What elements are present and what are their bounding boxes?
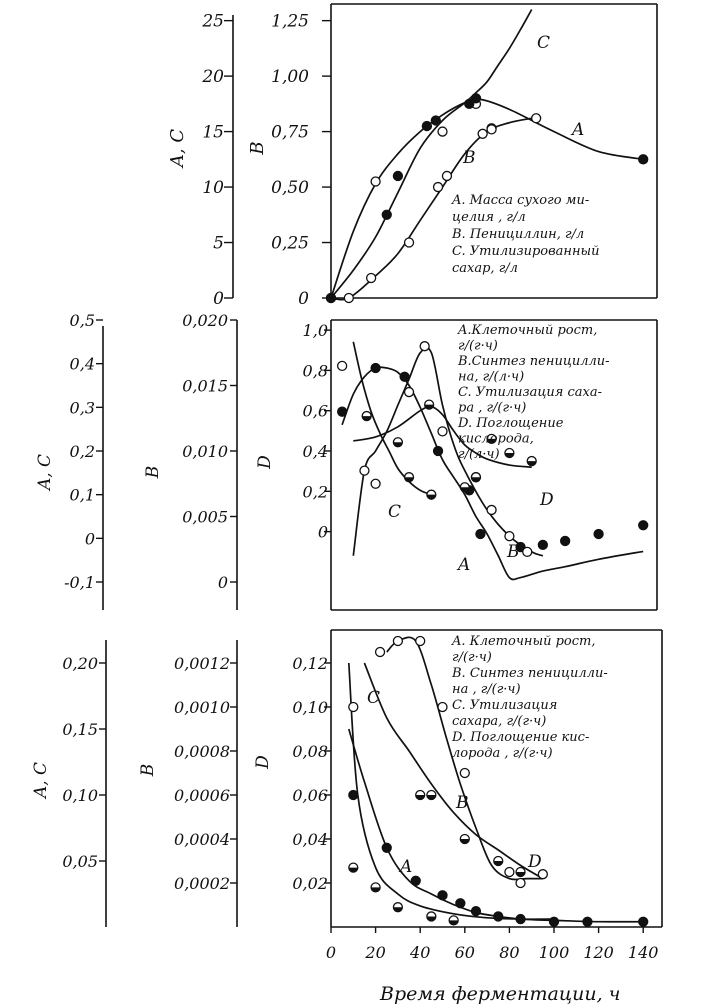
panel-top: [167, 4, 657, 309]
mid-middle-tick-label: 0,020: [182, 311, 228, 330]
mid-legend-line: на, г/(л·ч): [458, 369, 525, 385]
mid-series-A-point: [538, 540, 547, 549]
mid-series-A-label: A: [458, 555, 471, 575]
mid-series-C-point: [405, 473, 414, 482]
bot-left-tick-label: 0,20: [62, 654, 98, 673]
bot-series-A-point: [583, 917, 592, 926]
bot-series-A-point: [382, 843, 391, 852]
mid-series-B-point: [438, 427, 447, 436]
top-legend: [451, 193, 600, 276]
bot-series-B-point: [494, 857, 503, 866]
panel-middle: [35, 311, 657, 610]
top-series-A-label: A: [572, 120, 585, 140]
bot-series-D-point: [460, 769, 469, 778]
bot-series-A-point: [494, 912, 503, 921]
mid-series-C-point: [427, 490, 436, 499]
bot-left-tick-label: 0,10: [62, 786, 98, 805]
x-tick-label: 100: [538, 943, 570, 962]
top-right-tick-label: 0: [298, 289, 309, 309]
mid-series-B-point: [487, 505, 496, 514]
mid-series-B-point: [371, 479, 380, 488]
mid-right-tick-label: 0,8: [302, 361, 328, 381]
bot-series-A-point: [438, 891, 447, 900]
bot-legend-line: г/(г·ч): [452, 650, 492, 665]
mid-legend-line: кислорода,: [458, 431, 534, 447]
bot-middle-tick-label: 0,0008: [174, 742, 230, 761]
top-series-C-point: [639, 155, 648, 164]
x-tick-label: 0: [325, 943, 337, 962]
mid-legend-line: B.Синтез пеницилли-: [458, 354, 610, 369]
bot-series-C-point: [371, 883, 380, 892]
mid-left-tick-label: 0: [84, 529, 95, 549]
mid-right-tick-label: 0: [317, 522, 328, 542]
mid-middle-tick-label: 0,010: [182, 442, 228, 461]
bot-middle-tick-label: 0,0002: [174, 874, 230, 893]
bot-series-D-point: [438, 703, 447, 712]
bot-series-A-point: [639, 917, 648, 926]
mid-middle-tick-label: 0,005: [182, 507, 228, 527]
bot-series-A-point: [516, 915, 525, 924]
bot-legend-line: A. Клеточный рост,: [452, 634, 596, 649]
top-series-C-point: [471, 94, 480, 103]
top-legend-line: целия , г/л: [452, 210, 526, 225]
top-right-tick-label: 1,25: [271, 11, 309, 32]
mid-series-C-point: [362, 412, 371, 421]
bot-series-C-point: [393, 903, 402, 912]
mid-legend-line: г/(л·ч): [458, 447, 500, 462]
bot-right-axis-label: D: [253, 755, 273, 769]
mid-series-A-point: [639, 521, 648, 530]
bot-series-C-point: [349, 863, 358, 872]
mid-left-tick-label: 0,1: [69, 485, 95, 505]
bot-legend-line: на , г/(г·ч): [452, 682, 521, 697]
x-tick-label: 40: [410, 943, 431, 962]
x-tick-label: 140: [627, 943, 659, 962]
mid-middle-tick-label: 0: [217, 573, 228, 592]
top-series-C-point: [393, 171, 402, 180]
bot-series-A-point: [349, 791, 358, 800]
top-series-B-point: [442, 171, 451, 180]
mid-right-axis-label: D: [255, 455, 275, 469]
top-left-axis-label: A, C: [167, 128, 188, 168]
mid-left-tick-label: -0,1: [64, 573, 95, 592]
bottom-legend: [451, 634, 608, 761]
bot-middle-tick-label: 0,0012: [174, 654, 230, 673]
top-series-C-point: [327, 294, 336, 303]
mid-legend-line: C. Утилизация саха-: [458, 385, 603, 400]
x-tick-label: 80: [499, 943, 520, 962]
top-legend-line: C. Утилизированный: [452, 244, 600, 259]
mid-series-B-point: [338, 361, 347, 370]
bot-legend-line: D. Поглощение кис-: [452, 730, 590, 745]
mid-series-D-point: [471, 473, 480, 482]
top-series-B-point: [405, 238, 414, 247]
top-series-A-point: [371, 177, 380, 186]
x-tick-label: 60: [454, 943, 475, 962]
mid-series-D-point: [505, 449, 514, 458]
top-left-tick-label: 5: [213, 233, 224, 254]
bot-left-tick-label: 0,15: [62, 720, 98, 739]
bot-right-tick-label: 0,06: [292, 786, 328, 805]
bot-series-A-point: [456, 899, 465, 908]
mid-right-tick-label: 1,0: [302, 321, 328, 341]
panel-bottom: [31, 630, 662, 927]
top-axes: [167, 4, 657, 309]
mid-series-A-point: [561, 536, 570, 545]
bot-right-tick-label: 0,02: [292, 874, 328, 893]
bot-series-A-point: [471, 907, 480, 916]
mid-series-A-point: [400, 372, 409, 381]
bot-series-C-label: C: [367, 688, 381, 708]
top-left-tick-label: 0: [213, 289, 224, 309]
top-series-B-point: [434, 183, 443, 192]
bot-series-B-label: B: [456, 793, 469, 813]
top-series-B-point: [478, 129, 487, 138]
bot-middle-tick-label: 0,0004: [174, 830, 230, 849]
bot-series-A-label: A: [400, 857, 413, 877]
top-right-tick-label: 1,00: [271, 67, 309, 88]
mid-left-tick-label: 0,3: [69, 398, 95, 418]
bot-series-C-point: [427, 912, 436, 921]
mid-left-axis-label: A, C: [35, 453, 55, 491]
mid-right-tick-label: 0,6: [302, 401, 328, 421]
bot-middle-tick-label: 0,0010: [174, 698, 230, 717]
bot-series-D-point: [376, 648, 385, 657]
bot-series-C-point: [449, 916, 458, 925]
top-series-C-point: [431, 116, 440, 125]
mid-series-B-point: [523, 547, 532, 556]
bot-right-tick-label: 0,04: [292, 830, 328, 849]
bot-middle-axis-label: B: [138, 763, 158, 777]
top-right-tick-label: 0,50: [271, 178, 309, 199]
bot-series-D-label: D: [528, 852, 542, 872]
top-left-tick-label: 15: [202, 122, 224, 143]
top-series-B-label: B: [463, 148, 476, 168]
bot-series-D-point: [516, 879, 525, 888]
bot-series-B-point: [427, 791, 436, 800]
top-series-B-point: [487, 125, 496, 134]
top-right-tick-label: 0,25: [271, 233, 309, 254]
middle-legend: [457, 323, 610, 462]
bot-series-B-point: [516, 868, 525, 877]
bot-series-A-point: [411, 876, 420, 885]
mid-series-A-point: [338, 407, 347, 416]
bot-right-tick-label: 0,10: [292, 698, 328, 717]
top-left-tick-label: 20: [202, 67, 224, 88]
bot-left-axis-label: A, C: [31, 761, 51, 799]
mid-series-C-point: [393, 438, 402, 447]
mid-series-D-point: [425, 400, 434, 409]
mid-series-B-point: [405, 388, 414, 397]
top-series-A-point: [438, 127, 447, 136]
mid-series-B-point: [420, 342, 429, 351]
x-axis: [326, 927, 659, 962]
mid-right-tick-label: 0,2: [302, 482, 328, 502]
mid-series-A-point: [594, 529, 603, 538]
top-left-tick-label: 10: [202, 178, 224, 199]
top-legend-line: A. Масса сухого ми-: [452, 193, 590, 208]
mid-legend-line: D. Поглощение: [458, 416, 564, 431]
top-right-tick-label: 0,75: [271, 122, 309, 143]
bot-right-tick-label: 0,12: [292, 654, 328, 673]
mid-left-tick-label: 0,4: [69, 354, 95, 374]
top-series-B-point: [344, 294, 353, 303]
top-legend-line: B. Пенициллин, г/л: [452, 227, 585, 242]
mid-left-tick-label: 0,5: [69, 311, 95, 330]
bot-series-D-point: [349, 703, 358, 712]
mid-series-B-label: B: [507, 542, 520, 562]
mid-legend-line: A.Клеточный рост,: [458, 323, 598, 338]
mid-legend-line: г/(г·ч): [458, 338, 498, 354]
mid-series-D-point: [460, 483, 469, 492]
bot-legend-line: сахара, г/(г·ч): [452, 714, 547, 729]
mid-series-D-point: [527, 457, 536, 466]
top-series-A-point: [532, 114, 541, 123]
bot-series-D-point: [505, 868, 514, 877]
top-series-C-label: C: [537, 33, 551, 53]
bot-right-tick-label: 0,08: [292, 742, 328, 761]
x-tick-label: 20: [365, 943, 386, 962]
x-tick-label: 120: [583, 943, 614, 962]
bot-series-B-point: [460, 835, 469, 844]
mid-series-B-point: [505, 532, 514, 541]
bot-series-A-point: [550, 917, 559, 926]
top-left-tick-label: 25: [202, 11, 224, 32]
bot-legend-line: C. Утилизация: [452, 698, 558, 713]
mid-series-D-label: D: [540, 490, 554, 510]
bot-legend-line: B. Синтез пеницилли-: [452, 666, 608, 681]
bot-series-D-point: [393, 637, 402, 646]
mid-middle-axis-label: B: [143, 465, 163, 479]
mid-right-tick-label: 0,4: [302, 442, 328, 461]
bot-left-tick-label: 0,05: [62, 852, 98, 871]
mid-series-C-label: C: [388, 502, 402, 522]
mid-series-A-point: [371, 364, 380, 373]
top-series-C-point: [382, 210, 391, 219]
bot-legend-line: лорода , г/(г·ч): [452, 746, 553, 761]
mid-middle-tick-label: 0,015: [182, 376, 228, 396]
bot-series-B-point: [416, 791, 425, 800]
top-series-C-point: [422, 122, 431, 131]
bot-middle-tick-label: 0,0006: [174, 786, 230, 805]
x-axis-label: Время ферментации, ч: [380, 983, 621, 1005]
top-series-B-point: [367, 274, 376, 283]
mid-series-A-point: [476, 529, 485, 538]
mid-left-tick-label: 0,2: [69, 442, 95, 461]
mid-series-A-point: [434, 447, 443, 456]
top-right-axis-label: B: [247, 141, 268, 155]
top-legend-line: сахар, г/л: [452, 261, 518, 276]
mid-series-B-point: [360, 466, 369, 475]
mid-legend-line: ра , г/(г·ч): [458, 400, 527, 416]
bot-series-D-point: [416, 637, 425, 646]
